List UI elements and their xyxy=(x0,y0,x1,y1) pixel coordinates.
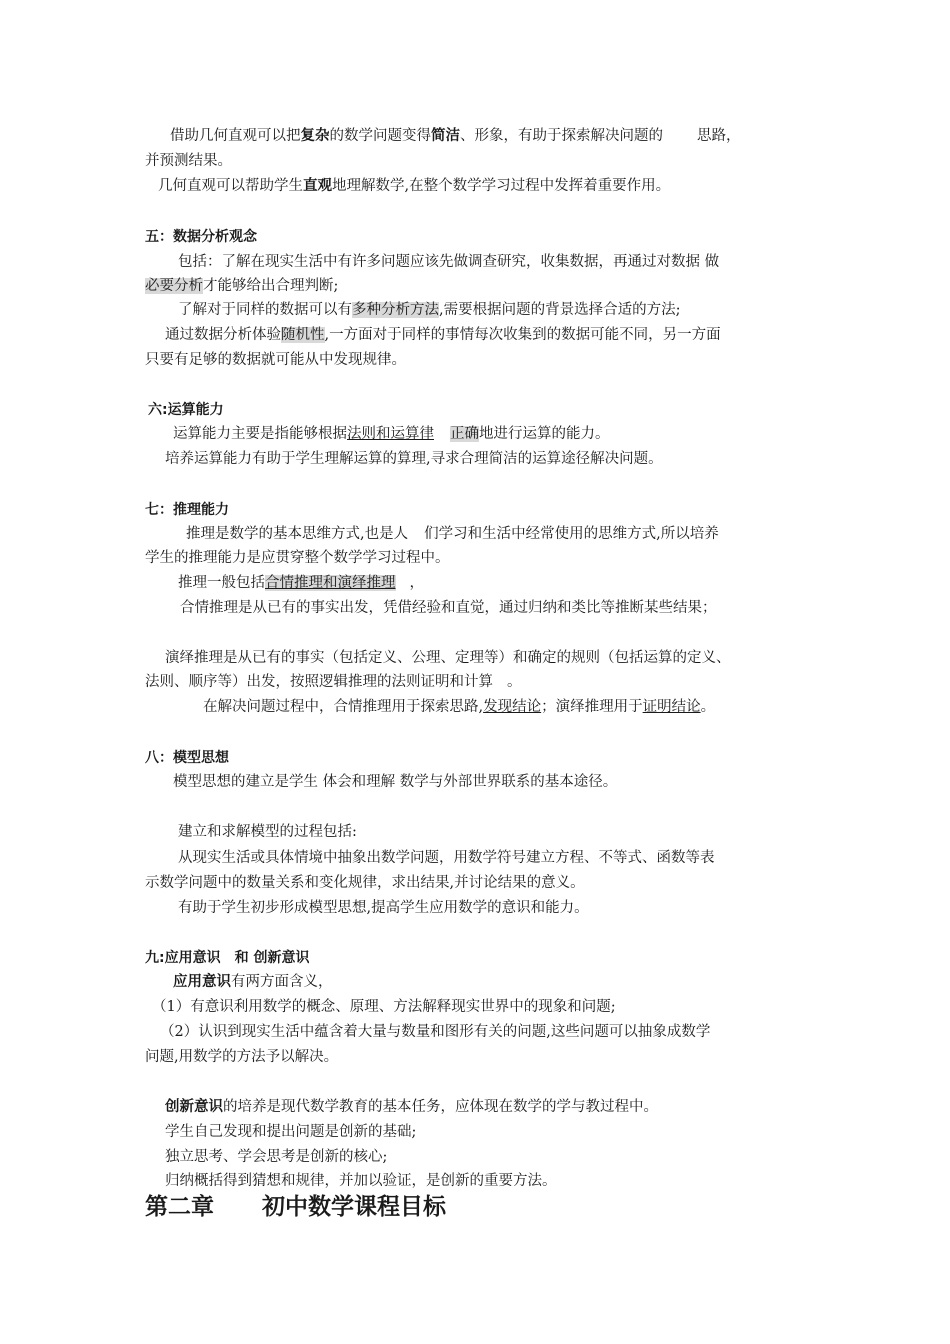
computation-line-2: 培养运算能力有助于学生理解运算的算理,寻求合理简洁的运算途径解决问题。 xyxy=(165,451,663,467)
bold-text: 复杂 xyxy=(300,128,330,144)
text: 。 xyxy=(507,674,522,690)
text: 思路， xyxy=(697,128,741,144)
highlighted-text: 随机性 xyxy=(281,327,325,343)
model-line-3: 从现实生活或具体情境中抽象出数学问题，用数学符号建立方程、不等式、函数等表 xyxy=(178,850,715,866)
reasoning-line-4: 合情推理是从已有的事实出发，凭借经验和直觉，通过归纳和类比等推断某些结果； xyxy=(180,600,717,616)
highlighted-text: 多种分析方法 xyxy=(352,302,439,318)
text: 、形象，有助于探索解决问题的 xyxy=(460,128,663,144)
geometry-paragraph-line-1 xyxy=(170,126,741,146)
reasoning-line-2: 学生的推理能力是应贯穿整个数学学习过程中。 xyxy=(145,550,450,566)
text: ， xyxy=(409,575,424,591)
application-line-2: （1）有意识利用数学的概念、原理、方法解释现实世界中的现象和问题; xyxy=(152,999,616,1015)
application-line-4: 问题,用数学的方法予以解决。 xyxy=(145,1049,339,1065)
bold-text: 创新意识 xyxy=(165,1099,223,1115)
model-line-4: 示数学问题中的数量关系和变化规律，求出结果,并讨论结果的意义。 xyxy=(145,875,585,891)
text: 了解对于同样的数据可以有 xyxy=(178,302,352,318)
text: 推理是数学的基本思维方式,也是人 xyxy=(186,526,409,542)
data-analysis-line-2 xyxy=(145,276,338,296)
chapter-title: 初中数学课程目标 xyxy=(262,1193,446,1220)
data-analysis-line-4 xyxy=(165,325,721,345)
text: 在解决问题过程中，合情推理用于探索思路, xyxy=(203,699,484,715)
chapter-heading xyxy=(145,1192,446,1222)
application-line-7: 独立思考、学会思考是创新的核心; xyxy=(165,1149,388,1165)
section-heading-data-analysis: 五：数据分析观念 xyxy=(145,229,257,245)
text: 法则、顺序等）出发，按照逻辑推理的法则证明和计算 xyxy=(145,674,493,690)
model-line-1: 模型思想的建立是学生 体会和理解 数学与外部世界联系的基本途径。 xyxy=(173,774,618,790)
chapter-number: 第二章 xyxy=(145,1193,214,1220)
geometry-paragraph-line-3 xyxy=(158,176,670,196)
text: 地进行运算的能力。 xyxy=(479,426,610,442)
reasoning-line-1 xyxy=(186,524,719,544)
text: 的数学问题变得 xyxy=(329,128,431,144)
text: 地理解数学,在整个数学学习过程中发挥着重要作用。 xyxy=(332,178,671,194)
text: ,需要根据问题的背景选择合适的方法; xyxy=(439,302,681,318)
highlighted-underlined-text: 合情推理和演绎推理 xyxy=(265,575,396,591)
model-line-5: 有助于学生初步形成模型思想,提高学生应用数学的意识和能力。 xyxy=(178,900,589,916)
underlined-text: 证明结论 xyxy=(642,699,701,715)
reasoning-line-5: 演绎推理是从已有的事实（包括定义、公理、定理等）和确定的规则（包括运算的定义、 xyxy=(165,650,731,666)
application-line-5 xyxy=(165,1097,658,1117)
bold-text: 直观 xyxy=(303,178,332,194)
reasoning-line-7 xyxy=(203,697,715,717)
text: ；演绎推理用于 xyxy=(541,699,643,715)
text: ,一方面对于同样的事情每次收集到的数据可能不同，另一方面 xyxy=(324,327,721,343)
section-heading-computation: 六:运算能力 xyxy=(148,402,224,418)
text: 通过数据分析体验 xyxy=(165,327,281,343)
data-analysis-line-3 xyxy=(178,300,681,320)
text: 。 xyxy=(700,699,716,715)
text: 借助几何直观可以把 xyxy=(170,128,301,144)
application-line-3: （2）认识到现实生活中蕴含着大量与数量和图形有关的问题,这些问题可以抽象成数学 xyxy=(160,1024,711,1040)
bold-text: 应用意识 xyxy=(173,974,231,990)
data-analysis-line-1: 包括：了解在现实生活中有许多问题应该先做调查研究，收集数据，再通过对数据 做 xyxy=(178,254,720,270)
text: 几何直观可以帮助学生 xyxy=(158,178,303,194)
text: 有两方面含义， xyxy=(231,974,333,990)
section-heading-application: 九:应用意识 和 创新意识 xyxy=(145,950,310,966)
section-heading-model: 八：模型思想 xyxy=(145,750,229,766)
text: 运算能力主要是指能够根据 xyxy=(173,426,347,442)
text: 才能够给出合理判断; xyxy=(203,278,339,294)
underlined-text: 发现结论 xyxy=(483,699,542,715)
bold-text: 简洁 xyxy=(431,128,460,144)
text: 的培养是现代数学教育的基本任务，应体现在数学的学与教过程中。 xyxy=(223,1099,658,1115)
section-heading-reasoning: 七：推理能力 xyxy=(145,502,229,518)
application-line-8: 归纳概括得到猜想和规律，并加以验证，是创新的重要方法。 xyxy=(165,1173,557,1189)
computation-line-1 xyxy=(173,424,610,444)
highlighted-text: 正确 xyxy=(450,426,479,442)
application-line-6: 学生自己发现和提出问题是创新的基础; xyxy=(165,1124,417,1140)
model-line-2: 建立和求解模型的过程包括: xyxy=(178,824,357,840)
text: 推理一般包括 xyxy=(178,575,265,591)
data-analysis-line-5: 只要有足够的数据就可能从中发现规律。 xyxy=(145,352,406,368)
text: 们学习和生活中经常使用的思维方式,所以培养 xyxy=(424,526,719,542)
application-line-1 xyxy=(173,972,333,992)
reasoning-line-3 xyxy=(178,573,424,593)
geometry-paragraph-line-2: 并预测结果。 xyxy=(145,153,232,169)
underlined-text: 法则和运算律 xyxy=(347,426,434,442)
highlighted-text: 必要分析 xyxy=(145,278,203,294)
reasoning-line-6 xyxy=(145,672,522,692)
